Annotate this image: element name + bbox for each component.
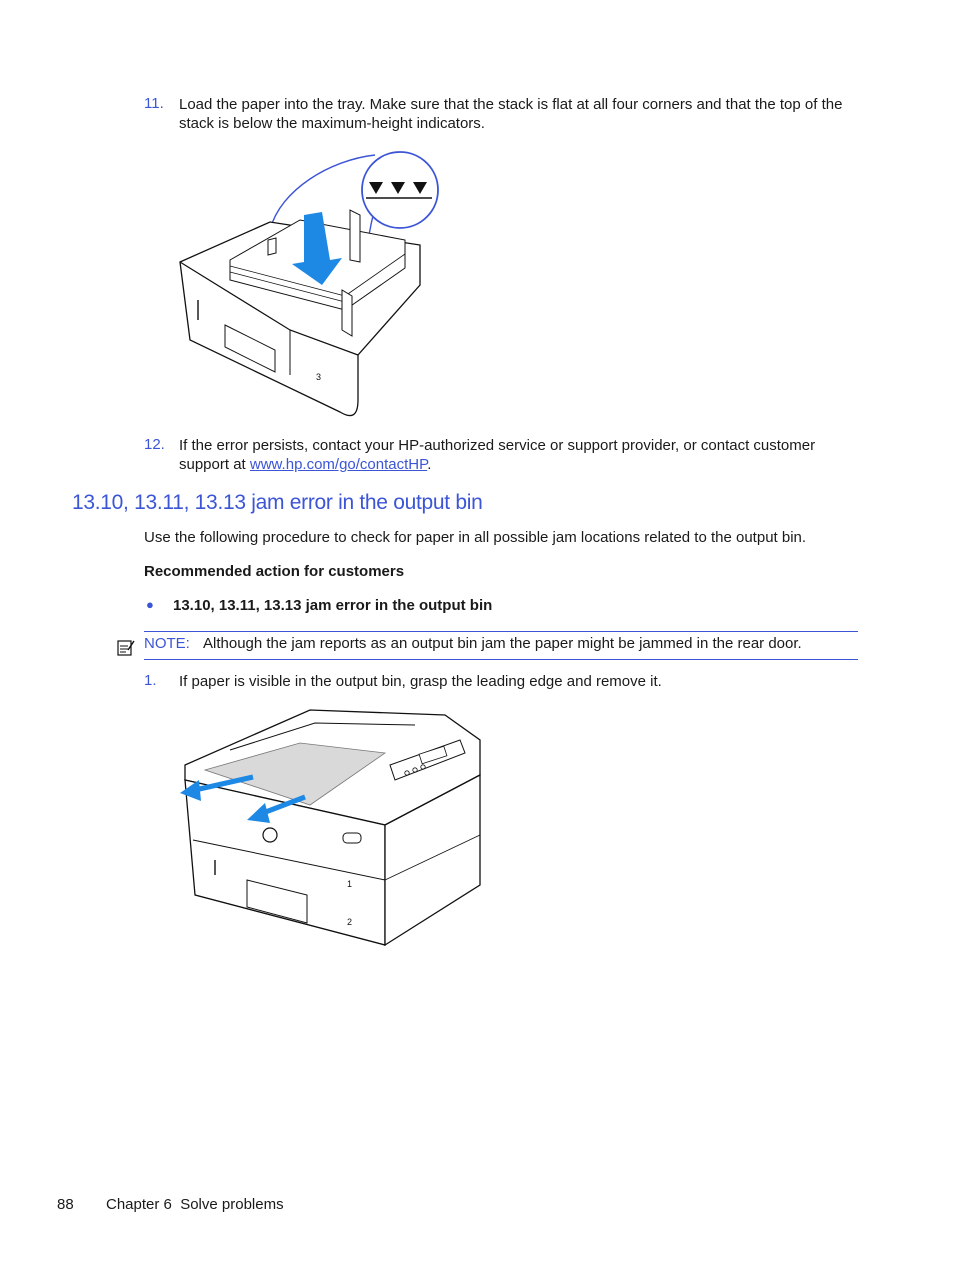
tray-number-label: 3: [316, 372, 322, 382]
chapter-label: Chapter 6 Solve problems: [106, 1196, 284, 1213]
note-icon: [116, 638, 136, 658]
printer-illustration: [175, 705, 490, 955]
recommended-action-label: Recommended action for customers: [144, 563, 405, 580]
step-11-text: Load the paper into the tray. Make sure that the stack is flat at all four corners and that the top of the stack is below the maximum-height indicators.: [179, 96, 843, 132]
bullet-item: 13.10, 13.11, 13.13 jam error in the output bin: [173, 597, 493, 614]
step-1-text: If paper is visible in the output bin, grasp the leading edge and remove it.: [179, 673, 662, 690]
paper-tray-illustration: [170, 150, 450, 420]
hp-logo-icon: [263, 828, 277, 842]
step-12-number: 12.: [144, 436, 165, 453]
step-1-number: 1.: [144, 672, 157, 689]
intro-paragraph: Use the following procedure to check for paper in all possible jam locations related to the output bin.: [144, 529, 807, 546]
note-label: NOTE:: [144, 635, 190, 652]
page-number: 88: [57, 1196, 74, 1213]
printer-tray1-label: 1: [347, 879, 353, 889]
step-11-number: 11.: [144, 95, 164, 112]
printer-tray2-label: 2: [347, 917, 353, 927]
bullet-dot-icon: ●: [146, 597, 154, 612]
step-12-text: If the error persists, contact your HP-authorized service or support provider, or contact customer support at www.hp.com/go/contactHP.: [179, 437, 816, 473]
note-text: Although the jam reports as an output bin jam the paper might be jammed in the rear door.: [203, 635, 802, 652]
note-box: [144, 631, 858, 660]
contact-hp-link[interactable]: www.hp.com/go/contactHP: [249, 456, 428, 473]
section-heading: 13.10, 13.11, 13.13 jam error in the output bin: [72, 491, 483, 514]
